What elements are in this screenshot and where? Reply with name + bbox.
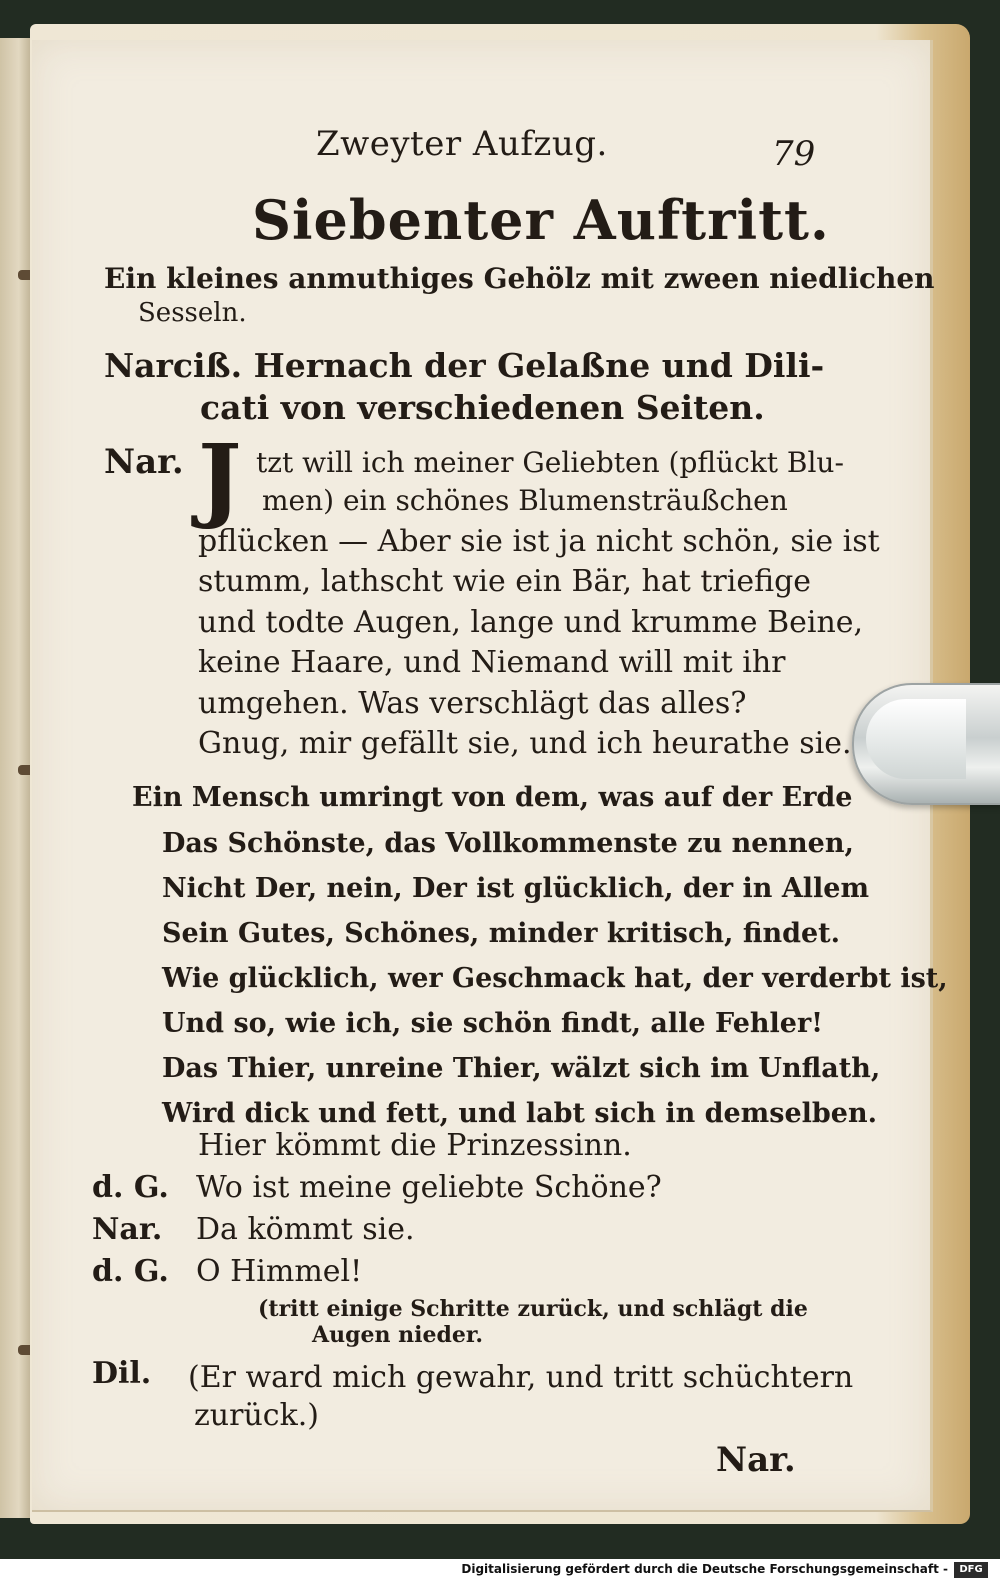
page-number: 79 xyxy=(772,134,816,174)
speech-line: keine Haare, und Niemand will mit ihr xyxy=(198,645,786,680)
characters-line: Narciß. Hernach der Gelaßne und Dili- xyxy=(104,346,825,385)
funding-credit: Digitalisierung gefördert durch die Deutsche Forschungsgemeinschaft - xyxy=(461,1562,948,1576)
stage-direction: Augen nieder. xyxy=(312,1322,484,1348)
verse-line: Wie glücklich, wer Geschmack hat, der verderbt ist, xyxy=(162,963,948,994)
speech-line: pflücken — Aber sie ist ja nicht schön, sie ist xyxy=(198,524,880,559)
speaker-label: Nar. xyxy=(92,1212,163,1247)
speech-line: stumm, lathscht wie ein Bär, hat triefige xyxy=(198,564,812,599)
dialogue-line: Wo ist meine geliebte Schöne? xyxy=(196,1170,662,1205)
verse-line: Nicht Der, nein, Der ist glücklich, der in Allem xyxy=(162,873,870,904)
verse-line: Das Thier, unreine Thier, wälzt sich im Unflath, xyxy=(162,1053,881,1084)
speaker-label: d. G. xyxy=(92,1170,169,1205)
running-head: Zweyter Aufzug. xyxy=(316,124,608,164)
verse-line: Das Schönste, das Vollkommenste zu nennen, xyxy=(162,828,854,859)
book-page xyxy=(32,40,933,1512)
speech-line: tzt will ich meiner Geliebten (pflückt Blu- xyxy=(256,446,844,479)
page-clip xyxy=(852,683,1000,805)
catchword: Nar. xyxy=(716,1440,796,1480)
speech-line: men) ein schönes Blumensträußchen xyxy=(262,484,788,517)
dialogue-line: O Himmel! xyxy=(196,1254,363,1289)
clip-highlight xyxy=(866,699,966,779)
stage-direction: (tritt einige Schritte zurück, und schlägt die xyxy=(258,1296,808,1322)
speaker-label: d. G. xyxy=(92,1254,169,1289)
verse-line: Wird dick und fett, und labt sich in demselben. xyxy=(162,1098,877,1129)
verse-line: Und so, wie ich, sie schön findt, alle Fehler! xyxy=(162,1008,824,1039)
footer-bar xyxy=(0,1559,1000,1581)
speech-line: umgehen. Was verschlägt das alles? xyxy=(198,686,747,721)
scene-title: Siebenter Auftritt. xyxy=(252,188,830,252)
dialogue-line: zurück.) xyxy=(194,1398,320,1433)
speech-line: und todte Augen, lange und krumme Beine, xyxy=(198,605,864,640)
verse-line: Ein Mensch umringt von dem, was auf der Erde xyxy=(132,782,853,813)
stage-direction: Hier kömmt die Prinzessinn. xyxy=(198,1128,632,1163)
dialogue-line: (Er ward mich gewahr, und tritt schüchtern xyxy=(188,1360,854,1395)
characters-line: cati von verschiedenen Seiten. xyxy=(200,388,765,427)
speaker-label: Nar. xyxy=(104,442,184,482)
setting-line: Sesseln. xyxy=(138,298,247,328)
drop-cap: J xyxy=(198,424,242,532)
speech-line: Gnug, mir gefällt sie, und ich heurathe sie. xyxy=(198,726,852,761)
dfg-logo-icon: DFG xyxy=(954,1562,988,1578)
dialogue-line: Da kömmt sie. xyxy=(196,1212,415,1247)
speaker-label: Dil. xyxy=(92,1356,152,1391)
setting-line: Ein kleines anmuthiges Gehölz mit zween niedlichen xyxy=(104,262,935,295)
verse-line: Sein Gutes, Schönes, minder kritisch, findet. xyxy=(162,918,841,949)
